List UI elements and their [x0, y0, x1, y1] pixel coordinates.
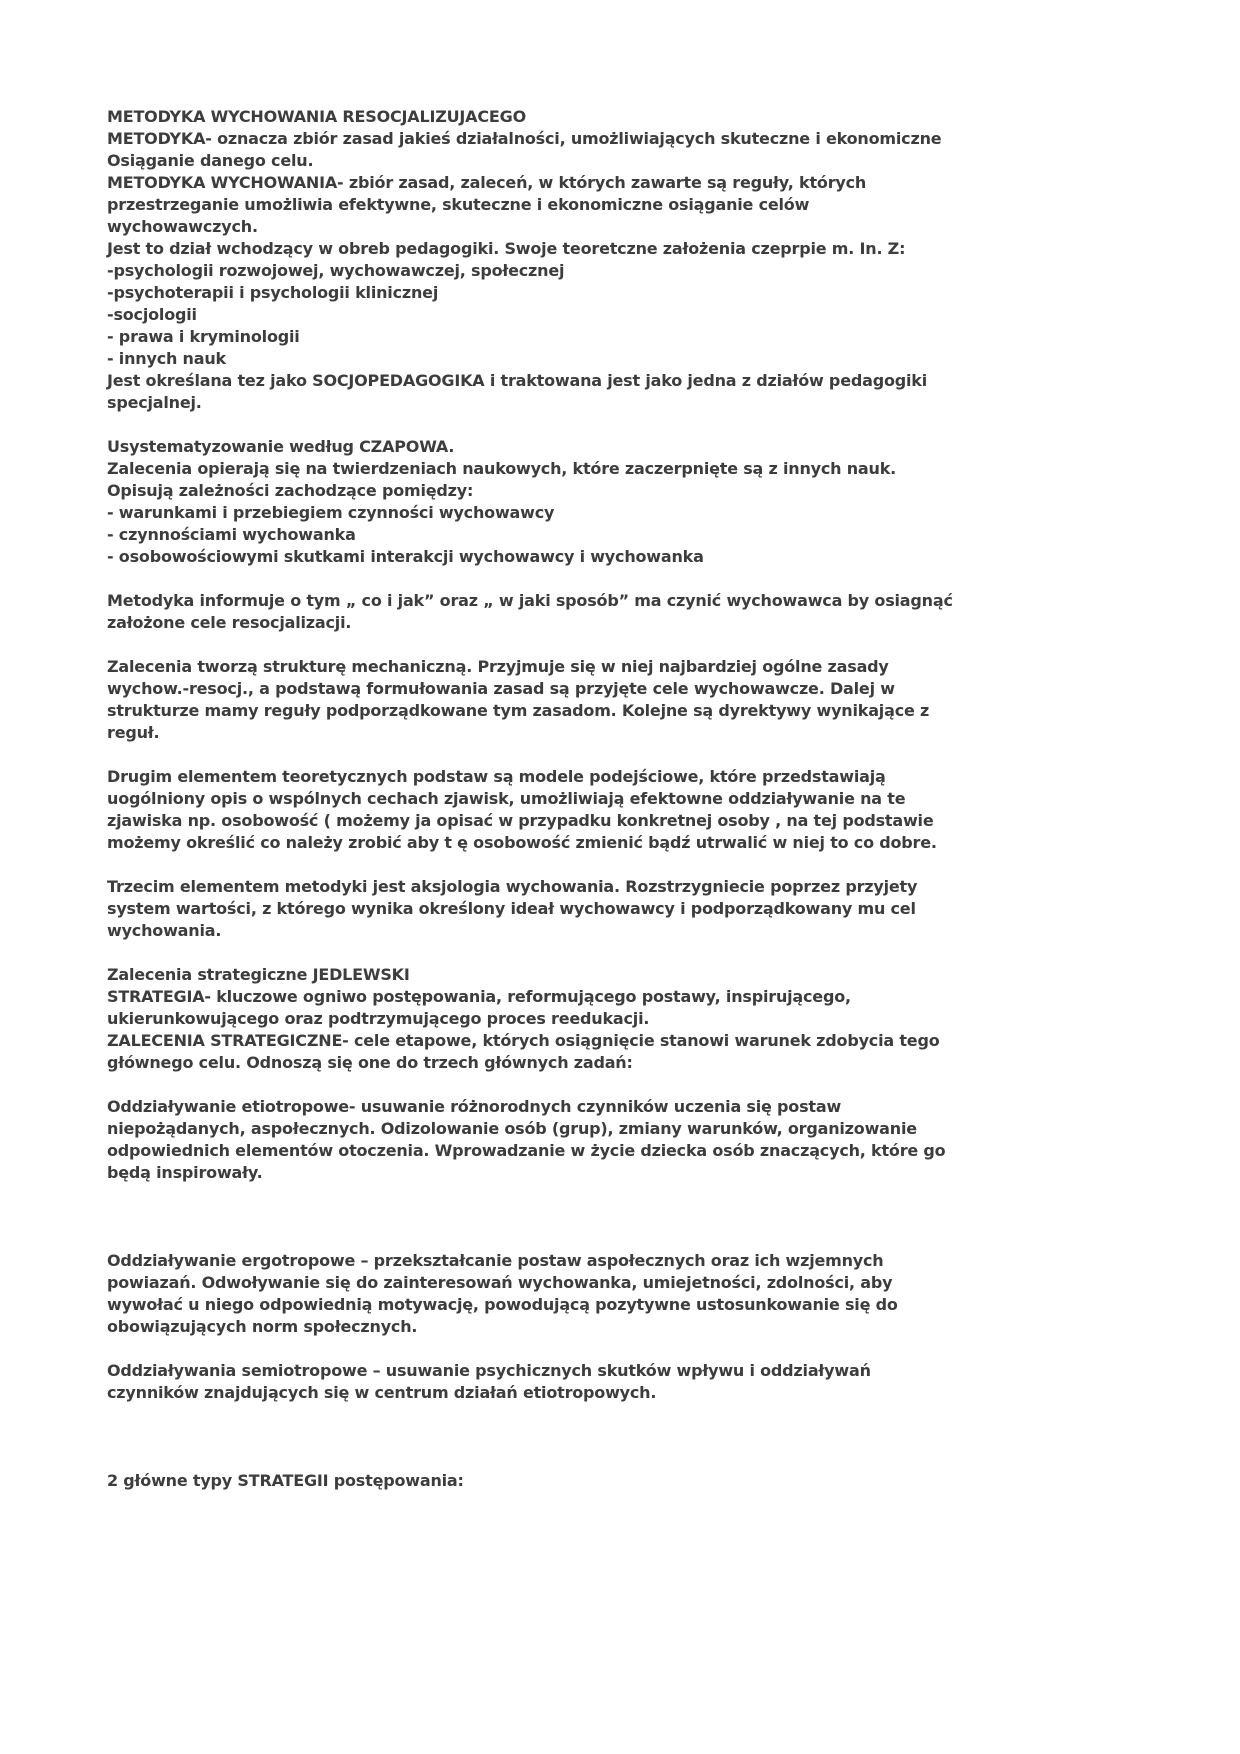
text-line: Jest określana tez jako SOCJOPEDAGOGIKA i traktowana jest jako jedna z działów pedagogiki: [107, 371, 927, 390]
paragraph: [107, 766, 1137, 854]
paragraph: [107, 1250, 1137, 1338]
text-line: Opisują zależności zachodzące pomiędzy:: [107, 481, 474, 500]
text-line: 2 główne typy STRATEGII postępowania:: [107, 1471, 464, 1490]
text-line: ukierunkowującego oraz podtrzymującego proces reedukacji.: [107, 1009, 650, 1028]
text-line: METODYKA WYCHOWANIA RESOCJALIZUJACEGO: [107, 107, 526, 126]
text-line: wychowania.: [107, 921, 222, 940]
text-line: czynników znajdujących się w centrum działań etiotropowych.: [107, 1383, 657, 1402]
text-line: Zalecenia tworzą strukturę mechaniczną. Przyjmuje się w niej najbardziej ogólne zasady: [107, 657, 889, 676]
text-line: - innych nauk: [107, 349, 226, 368]
paragraph: [107, 656, 1137, 744]
text-line: Oddziaływania semiotropowe – usuwanie psychicznych skutków wpływu i oddziaływań: [107, 1361, 871, 1380]
text-line: uogólniony opis o wspólnych cechach zjawisk, umożliwiają efektowne oddziaływanie na te: [107, 789, 906, 808]
text-line: - prawa i kryminologii: [107, 327, 300, 346]
text-line: możemy określić co należy zrobić aby t ę osobowość zmienić bądź utrwalić w niej to co dobre.: [107, 833, 937, 852]
text-line: Zalecenia opierają się na twierdzeniach naukowych, które zaczerpnięte są z innych nauk.: [107, 459, 897, 478]
text-line: Jest to dział wchodzący w obreb pedagogiki. Swoje teoretczne założenia czeprpie m. In. Z:: [107, 239, 906, 258]
paragraph: [107, 876, 1137, 942]
text-line: założone cele resocjalizacji.: [107, 613, 352, 632]
text-line: wychow.-resocj., a podstawą formułowania zasad są przyjęte cele wychowawcze. Dalej w: [107, 679, 895, 698]
paragraph: [107, 590, 1137, 634]
paragraph: [107, 1360, 1137, 1404]
text-line: specjalnej.: [107, 393, 202, 412]
paragraph: [107, 1096, 1137, 1184]
text-line: wywołać u niego odpowiednią motywację, powodującą pozytywne ustosunkowanie się do: [107, 1295, 898, 1314]
text-line: - czynnościami wychowanka: [107, 525, 356, 544]
paragraph: [107, 964, 1137, 1074]
text-line: - osobowościowymi skutkami interakcji wychowawcy i wychowanka: [107, 547, 704, 566]
text-line: obowiązujących norm społecznych.: [107, 1317, 418, 1336]
text-line: Oddziaływanie etiotropowe- usuwanie różnorodnych czynników uczenia się postaw: [107, 1097, 842, 1116]
text-line: Metodyka informuje o tym „ co i jak” oraz „ w jaki sposób” ma czynić wychowawca by osiagnąć: [107, 591, 953, 610]
text-line: będą inspirowały.: [107, 1163, 263, 1182]
text-line: powiazań. Odwoływanie się do zainteresowań wychowanka, umiejetności, zdolności, aby: [107, 1273, 893, 1292]
text-line: Drugim elementem teoretycznych podstaw są modele podejściowe, które przedstawiają: [107, 767, 886, 786]
text-line: głównego celu. Odnoszą się one do trzech głównych zadań:: [107, 1053, 633, 1072]
text-line: -psychologii rozwojowej, wychowawczej, społecznej: [107, 261, 565, 280]
text-line: METODYKA WYCHOWANIA- zbiór zasad, zaleceń, w których zawarte są reguły, których: [107, 173, 867, 192]
text-line: strukturze mamy reguły podporządkowane tym zasadom. Kolejne są dyrektywy wynikające z: [107, 701, 930, 720]
paragraph: [107, 1470, 1137, 1492]
text-line: reguł.: [107, 723, 160, 742]
text-line: -socjologii: [107, 305, 197, 324]
text-line: METODYKA- oznacza zbiór zasad jakieś działalności, umożliwiających skuteczne i ekonomiczne: [107, 129, 942, 148]
text-line: niepożądanych, aspołecznych. Odizolowanie osób (grup), zmiany warunków, organizowanie: [107, 1119, 917, 1138]
text-line: Zalecenia strategiczne JEDLEWSKI: [107, 965, 410, 984]
text-line: Usystematyzowanie według CZAPOWA.: [107, 437, 455, 456]
text-line: wychowawczych.: [107, 217, 258, 236]
text-line: Osiąganie danego celu.: [107, 151, 314, 170]
text-line: przestrzeganie umożliwia efektywne, skuteczne i ekonomiczne osiąganie celów: [107, 195, 810, 214]
paragraph: [107, 436, 1137, 568]
text-line: Oddziaływanie ergotropowe – przekształcanie postaw aspołecznych oraz ich wzjemnych: [107, 1251, 884, 1270]
paragraph: [107, 106, 1137, 414]
text-line: STRATEGIA- kluczowe ogniwo postępowania, reformującego postawy, inspirującego,: [107, 987, 851, 1006]
document-body: [107, 106, 1137, 1492]
text-line: zjawiska np. osobowość ( możemy ja opisać w przypadku konkretnej osoby , na tej podstawie: [107, 811, 934, 830]
text-line: - warunkami i przebiegiem czynności wychowawcy: [107, 503, 555, 522]
text-line: ZALECENIA STRATEGICZNE- cele etapowe, których osiągnięcie stanowi warunek zdobycia tego: [107, 1031, 940, 1050]
text-line: Trzecim elementem metodyki jest aksjologia wychowania. Rozstrzygniecie poprzez przyjety: [107, 877, 918, 896]
text-line: odpowiednich elementów otoczenia. Wprowadzanie w życie dziecka osób znaczących, które go: [107, 1141, 946, 1160]
text-line: -psychoterapii i psychologii klinicznej: [107, 283, 439, 302]
text-line: system wartości, z którego wynika określony ideał wychowawcy i podporządkowany mu cel: [107, 899, 916, 918]
